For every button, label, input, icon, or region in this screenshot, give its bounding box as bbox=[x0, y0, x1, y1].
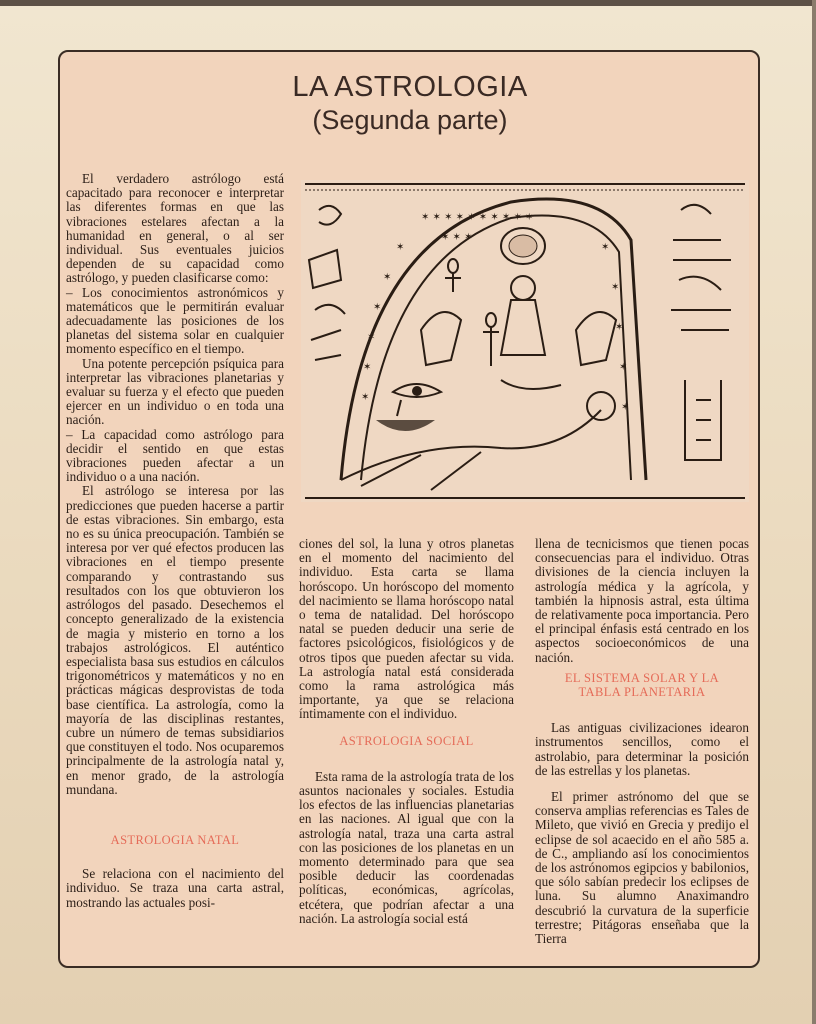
section-heading-solar-line1: EL SISTEMA SOLAR Y LA bbox=[564, 670, 720, 685]
col3-paragraph: Las antiguas civilizaciones idearon instrumentos sencillos, como el astrolabio, para determinar la posición de las estrellas y los planetas. bbox=[535, 720, 749, 778]
scan-top-edge bbox=[0, 0, 816, 6]
col1-paragraph: El verdadero astrólogo está capacitado para reconocer e interpretar las diferentes formas en que las vibraciones estelares afectan a la humanidad en general, o al ser individual. Sus eventuales juicios dependen de su capacidad como astrólogo, y pueden clasificarse como: bbox=[66, 171, 284, 286]
col1-paragraph: Se relaciona con el nacimiento del individuo. Se traza una carta astral, mostrando las actuales posi- bbox=[66, 866, 284, 910]
page-subtitle: (Segunda parte) bbox=[312, 105, 508, 135]
col3-paragraph: El primer astrónomo del que se conserva amplias referencias es Tales de Mileto, que vivió en Grecia y predijo el eclipse de sol acaecido en el año 585 a. de C., ampliando así los conocimientos de los astrónomos egipcios y babilonios, que sólo sabían predecir los eclipses de luna. Su alumno Anaximandro descubrió la curvatura de la superficie terrestre; Pitágoras enseñaba que la Tierra bbox=[535, 789, 749, 947]
svg-text:✶: ✶ bbox=[615, 322, 624, 333]
svg-text:✶ ✶ ✶ ✶ ✶ ✶ ✶ ✶ ✶ ✶: ✶ ✶ ✶ ✶ ✶ ✶ ✶ ✶ ✶ ✶ bbox=[421, 212, 534, 223]
scan-right-edge bbox=[812, 0, 816, 1024]
egyptian-sky-goddess-illustration bbox=[301, 180, 749, 502]
svg-text:✶: ✶ bbox=[619, 362, 628, 373]
egyptian-sky-goddess-nut-icon bbox=[301, 180, 749, 502]
col1-paragraph: Una potente percepción psíquica para interpretar las vibraciones planetarias y evaluar su fuerza y el efecto que pueden ejercer en un individuo o en toda una nación. bbox=[66, 355, 284, 428]
col1-paragraph: – La capacidad como astrólogo para decidir el sentido en que estas vibraciones pueden afectar a un individuo o a una nación. bbox=[66, 426, 284, 485]
section-heading-social: ASTROLOGIA SOCIAL bbox=[339, 733, 474, 748]
svg-text:✶: ✶ bbox=[363, 362, 372, 373]
svg-text:✶: ✶ bbox=[367, 332, 376, 343]
svg-text:✶: ✶ bbox=[373, 302, 382, 313]
column-1 bbox=[66, 172, 284, 910]
svg-text:✶: ✶ bbox=[621, 402, 630, 413]
section-heading-natal: ASTROLOGIA NATAL bbox=[110, 832, 240, 847]
section-heading-solar-line2: TABLA PLANETARIA bbox=[578, 685, 706, 700]
col1-paragraph: – Los conocimientos astronómicos y matemáticos que le permitirán evaluar adecuadamente las posiciones de los planetas del sistema solar en cualquier momento específico en el tiempo. bbox=[66, 284, 284, 357]
svg-text:✶: ✶ bbox=[611, 282, 620, 293]
section-heading-solar bbox=[535, 671, 749, 699]
col1-paragraph: El astrólogo se interesa por las predicciones que pueden hacerse a partir de estas vibraciones. Sin embargo, esta no es su única preocupación. También se interesa por ver qué efectos producen las vibraciones en el tiempo presente comparando y contrastando sus resultados con los que obtuvieron los astrólogos del pasado. Desechemos el concepto generalizado de la existencia de magia y misterio en torno a los trabajos astrológicos. El auténtico especialista basa sus estudios en cálculos trigonométricos y matemáticos y no en prácticas mágicas desprovistas de toda base científica. La astrología, como la mayoría de las disciplinas restantes, cubre un número de temas subsidiarios que constituyen el todo. Nos ocuparemos principalmente de la astrología natal y, en menor grado, de la astrología mundana. bbox=[66, 483, 284, 797]
svg-text:✶: ✶ bbox=[601, 242, 610, 253]
col2-paragraph: ciones del sol, la luna y otros planetas en el momento del nacimiento del individuo. Esta carta se llama horóscopo. Un horóscopo del momento del nacimiento se llama horóscopo natal o tema de natalidad. Del horóscopo natal se pueden deducir una serie de factores psicológicos, fisiológicos y de otros tipos que pueden afectar su vida. La astrología natal está considerada como la rama astrológica más importante, ya que se relaciona íntimamente con el individuo. bbox=[299, 536, 514, 722]
svg-text:✶: ✶ bbox=[396, 242, 405, 253]
article-title-block bbox=[210, 70, 610, 136]
svg-text:✶: ✶ bbox=[383, 272, 392, 283]
svg-text:✶: ✶ bbox=[361, 392, 370, 403]
col3-paragraph: llena de tecnicismos que tienen pocas consecuencias para el individuo. Otras divisiones de la ciencia incluyen la astrología médica y la agrícola, y también la hipnosis astral, esta última de relativamente poca importancia. Pero el principal énfasis está centrado en los aspectos socioeconómicos de una nación. bbox=[535, 536, 749, 665]
column-2 bbox=[299, 537, 514, 926]
page-title: LA ASTROLOGIA bbox=[292, 71, 528, 103]
column-3 bbox=[535, 537, 749, 946]
svg-text:✶ ✶ ✶: ✶ ✶ ✶ bbox=[441, 232, 473, 243]
col2-paragraph: Esta rama de la astrología trata de los asuntos nacionales y sociales. Estudia los efectos de las influencias planetarias en las naciones. Al igual que con la astrología natal, traza una carta astral con las posiciones de los planetas en un momento determinado para que sea posible deducir las coordenadas políticas, económicas, agrícolas, etcétera, que podrían afectar a una nación. La astrología social está bbox=[299, 768, 514, 926]
